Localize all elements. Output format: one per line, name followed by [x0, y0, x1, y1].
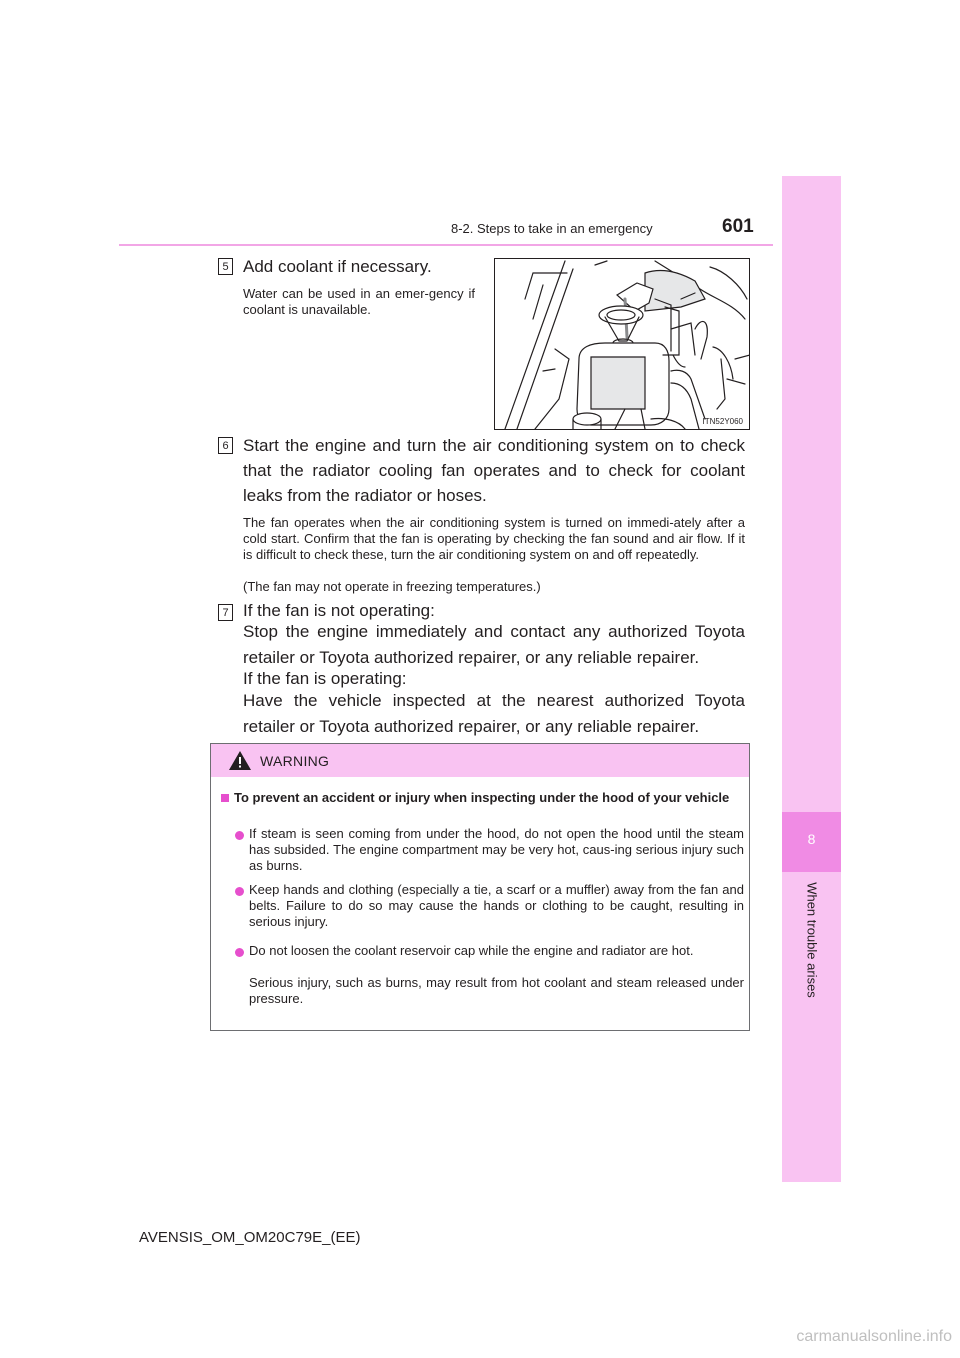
step-7-operating-action: Have the vehicle inspected at the nearest authorized Toyota retailer or Toyota authorized repairer, or any reliable repairer. [243, 691, 745, 736]
bullet-dot-icon [235, 887, 244, 896]
step-5-note: Water can be used in an emer-gency if coolant is unavailable. [243, 286, 475, 317]
step-5-heading: Add coolant if necessary. [243, 257, 432, 276]
step-7-operating-label: If the fan is operating: [243, 669, 407, 688]
warning-title: WARNING [260, 753, 330, 769]
warning-triangle-icon [228, 750, 252, 771]
section-title: 8-2. Steps to take in an emergency [451, 221, 653, 236]
side-chapter-tab [782, 176, 841, 1182]
step-6-note: The fan operates when the air conditioning system is turned on immedi-ately after a cold start. Confirm that the fan is operating by checking the fan sound and air flow. If it is difficult to check these, turn the air conditioning system on and off repeatedly. [243, 515, 745, 562]
warning-lead-square-icon [221, 794, 229, 802]
step-number-5: 5 [218, 258, 233, 275]
bullet-dot-icon [235, 831, 244, 840]
illustration-code: ITN52Y060 [702, 417, 743, 426]
warning-header [211, 744, 749, 777]
warning-box [210, 743, 750, 1031]
warning-bullet-1: If steam is seen coming from under the hood, do not open the hood until the steam has subsided. The engine compartment may be very hot, caus-ing serious injury such as burns. [249, 826, 744, 873]
warning-bullet-3-continuation: Serious injury, such as burns, may result from hot coolant and steam released under pressure. [249, 975, 744, 1006]
coolant-filling-illustration [494, 258, 750, 430]
engine-bay-drawing [495, 259, 750, 430]
step-6-note-freezing: (The fan may not operate in freezing temperatures.) [243, 579, 541, 594]
page-number: 601 [722, 216, 754, 237]
bullet-dot-icon [235, 948, 244, 957]
header-rule [119, 244, 773, 246]
side-chapter-number: 8 [807, 831, 816, 847]
watermark: carmanualsonline.info [796, 1328, 952, 1345]
warning-bullet-3: Do not loosen the coolant reservoir cap while the engine and radiator are hot. [249, 943, 694, 958]
document-footer-id: AVENSIS_OM_OM20C79E_(EE) [139, 1229, 361, 1246]
side-chapter-title: When trouble arises [804, 882, 820, 998]
step-6-heading: Start the engine and turn the air conditioning system on to check that the radiator cooling fan operates and to check for coolant leaks from the radiator or hoses. [243, 436, 745, 505]
step-number-7: 7 [218, 604, 233, 621]
step-number-6: 6 [218, 437, 233, 454]
step-7-not-operating-action: Stop the engine immediately and contact any authorized Toyota retailer or Toyota authorized repairer, or any reliable repairer. [243, 622, 745, 667]
step-7-not-operating-label: If the fan is not operating: [243, 601, 435, 620]
warning-lead: To prevent an accident or injury when inspecting under the hood of your vehicle [234, 790, 730, 805]
warning-bullet-2: Keep hands and clothing (especially a tie, a scarf or a muffler) away from the fan and belts. Failure to do so may cause the hands or clothing to be caught, resulting in serious injury. [249, 882, 744, 929]
